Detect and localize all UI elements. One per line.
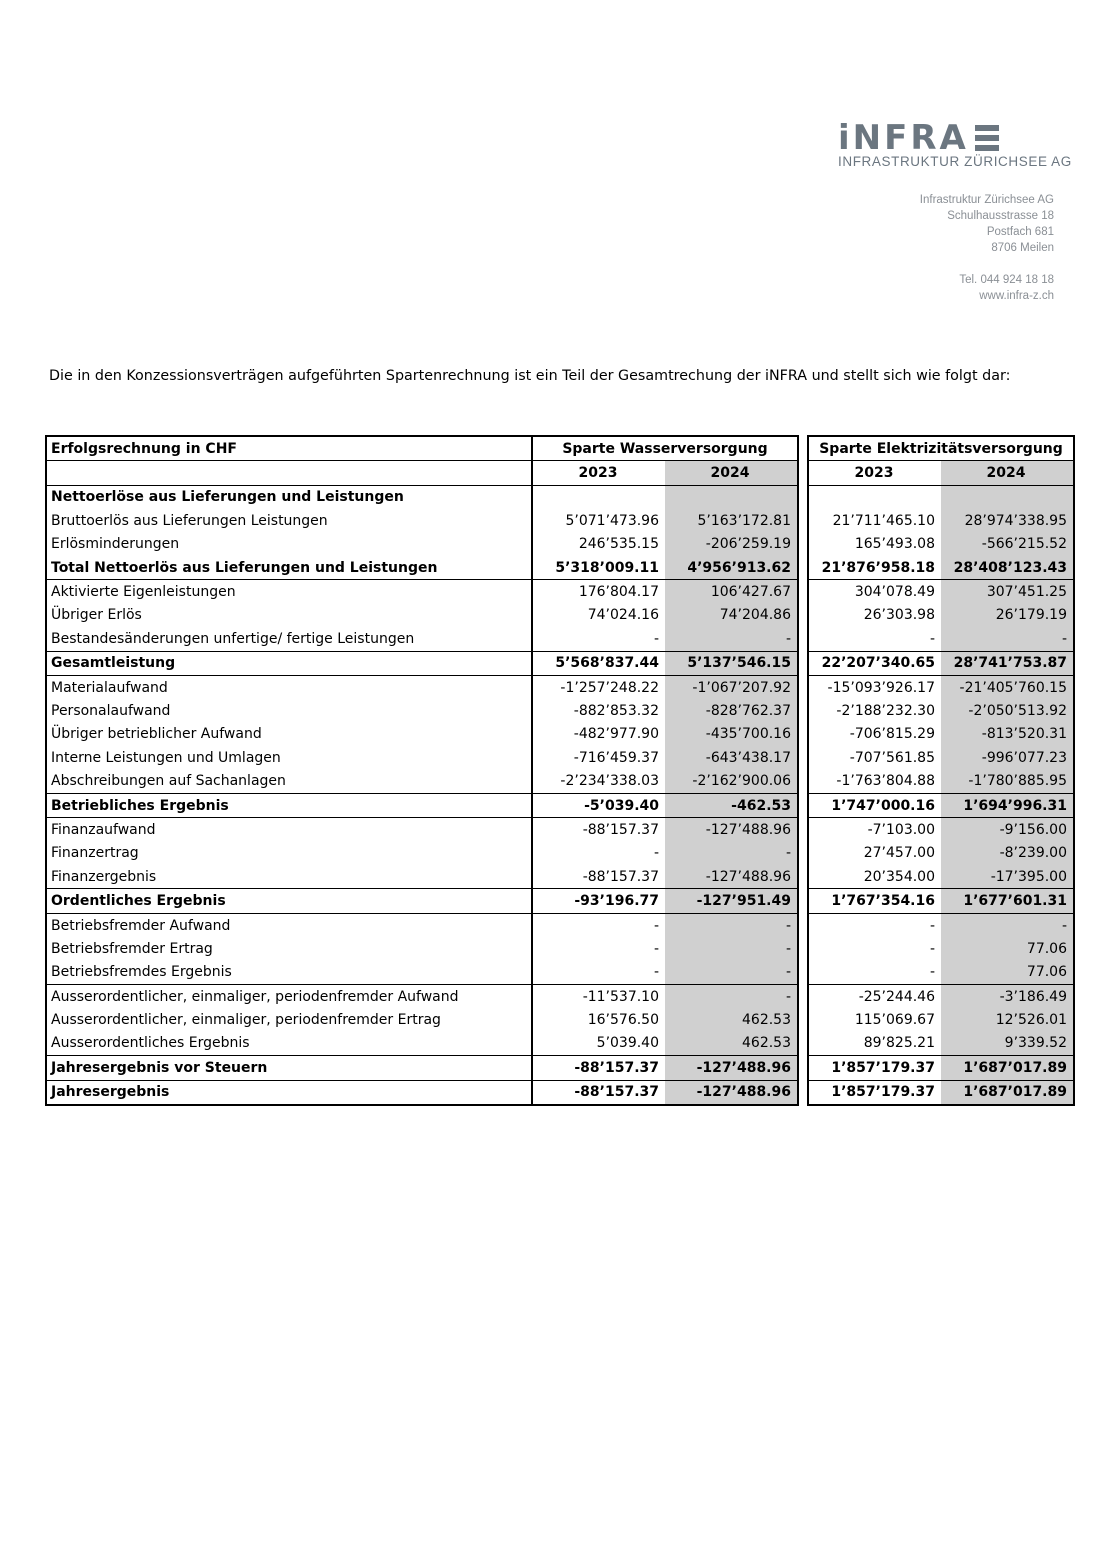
water-2023-value: - — [532, 913, 665, 937]
table-row — [46, 651, 1074, 675]
water-2024-value — [665, 485, 798, 509]
electric-2024-value — [941, 485, 1074, 509]
electric-2023-value: - — [808, 627, 941, 651]
row-label: Betriebsfremder Ertrag — [46, 937, 532, 960]
company-address — [920, 192, 1054, 304]
address-line: Infrastruktur Zürichsee AG — [919, 194, 1054, 206]
electric-2024-value: -2’050’513.92 — [941, 699, 1074, 722]
row-label: Jahresergebnis vor Steuern — [46, 1056, 532, 1080]
electric-2023-value: 304’078.49 — [808, 580, 941, 604]
logo-subtitle: INFRASTRUKTUR ZÜRICHSEE AG — [838, 154, 1072, 169]
year-header: 2024 — [665, 461, 798, 485]
electric-2024-value: 9’339.52 — [941, 1032, 1074, 1056]
table-row — [46, 865, 1074, 889]
water-2023-value: 5’071’473.96 — [565, 512, 659, 529]
table-row — [46, 556, 1074, 580]
table-row — [46, 1032, 1074, 1056]
row-label: Finanzergebnis — [46, 865, 532, 889]
water-2024-value: -127’488.96 — [665, 818, 798, 842]
electric-2023-value: 1’857’179.37 — [808, 1080, 941, 1105]
electric-2024-value: -566’215.52 — [941, 533, 1074, 556]
electric-2024-value: -1’780’885.95 — [941, 769, 1074, 793]
logo-wordmark: iNFRA — [838, 118, 969, 158]
electric-2024-value: -813’520.31 — [941, 723, 1074, 746]
table-row — [46, 961, 1074, 985]
row-label: Materialaufwand — [46, 675, 532, 699]
water-2024-value: 5’163’172.81 — [665, 509, 798, 532]
electric-2023-value: -2’188’232.30 — [808, 699, 941, 722]
table-row — [46, 1008, 1074, 1031]
row-label: Jahresergebnis — [46, 1080, 532, 1105]
electric-2023-value: - — [808, 913, 941, 937]
electric-2023-value: -1’763’804.88 — [808, 769, 941, 793]
electric-2024-value: 1’687’017.89 — [941, 1080, 1074, 1105]
water-2023-value: 5’039.40 — [596, 1035, 659, 1052]
table-row — [46, 509, 1074, 532]
water-2024-value: 5’137’546.15 — [665, 651, 798, 675]
electric-2024-value: - — [941, 913, 1074, 937]
table-row — [46, 913, 1074, 937]
table-row — [46, 1080, 1074, 1105]
electric-2024-value: -8’239.00 — [941, 842, 1074, 865]
water-2024-value: - — [665, 937, 798, 960]
water-2024-value: -127’488.96 — [665, 1056, 798, 1080]
row-label: Abschreibungen auf Sachanlagen — [46, 769, 532, 793]
electric-2023-value: 1’747’000.16 — [808, 793, 941, 817]
electric-2023-value: -706’815.29 — [808, 723, 941, 746]
water-2023-value: -88’157.37 — [532, 1056, 665, 1080]
electric-2023-value: - — [808, 961, 941, 985]
water-2023-value: 5’568’837.44 — [532, 651, 665, 675]
table-row — [46, 604, 1074, 627]
water-2023-value: 5’318’009.11 — [555, 559, 659, 576]
water-2024-value: -127’951.49 — [665, 889, 798, 913]
table-row — [46, 699, 1074, 722]
address-line: 8706 Meilen — [991, 242, 1054, 254]
table-row — [46, 627, 1074, 651]
phone-number: Tel. 044 924 18 18 — [959, 274, 1054, 286]
electric-2024-value: 12’526.01 — [941, 1008, 1074, 1031]
water-2023-value: 246’535.15 — [578, 536, 659, 553]
table-row — [46, 984, 1074, 1008]
electric-2024-value: 28’974’338.95 — [941, 509, 1074, 532]
table-row — [46, 889, 1074, 913]
row-label: Bruttoerlös aus Lieferungen Leistungen — [46, 509, 532, 532]
row-label: Übriger Erlös — [46, 604, 532, 627]
row-label: Betriebsfremdes Ergebnis — [46, 961, 532, 985]
water-2024-value: -462.53 — [665, 793, 798, 817]
electric-2023-value: 165’493.08 — [808, 533, 941, 556]
electric-2024-value: -996’077.23 — [941, 746, 1074, 769]
water-2023-value: -11’537.10 — [532, 984, 665, 1008]
electric-2023-value: 20’354.00 — [808, 865, 941, 889]
table-row — [46, 769, 1074, 793]
row-label: Aktivierte Eigenleistungen — [46, 580, 532, 604]
year-header: 2024 — [941, 461, 1074, 485]
electric-2024-value: 28’741’753.87 — [941, 651, 1074, 675]
electric-2023-value: 21’711’465.10 — [808, 509, 941, 532]
electric-2023-value: 26’303.98 — [808, 604, 941, 627]
water-2024-value: -435’700.16 — [665, 723, 798, 746]
water-2024-value: -643’438.17 — [665, 746, 798, 769]
water-2024-value: -1’067’207.92 — [665, 675, 798, 699]
electric-2023-value: -7’103.00 — [808, 818, 941, 842]
row-label: Übriger betrieblicher Aufwand — [46, 723, 532, 746]
row-label: Ausserordentlicher, einmaliger, periodenfremder Ertrag — [46, 1008, 532, 1031]
electric-2023-value: 21’876’958.18 — [808, 556, 941, 580]
electric-2024-value: 1’687’017.89 — [941, 1056, 1074, 1080]
table-row — [46, 675, 1074, 699]
table-row — [46, 533, 1074, 556]
water-2024-value: 462.53 — [665, 1008, 798, 1031]
water-2023-value: -88’157.37 — [532, 1080, 665, 1105]
electric-2023-value: -25’244.46 — [808, 984, 941, 1008]
water-2024-value: -828’762.37 — [665, 699, 798, 722]
water-2024-value: - — [665, 842, 798, 865]
table-header-row — [46, 436, 1074, 461]
electric-2024-value: 1’677’601.31 — [941, 889, 1074, 913]
year-header: 2023 — [532, 461, 665, 485]
electric-2023-value: 89’825.21 — [808, 1032, 941, 1056]
table-row — [46, 485, 1074, 509]
water-2024-value: - — [665, 627, 798, 651]
electric-2024-value: -17’395.00 — [941, 865, 1074, 889]
water-2024-value: 462.53 — [665, 1032, 798, 1056]
website: www.infra-z.ch — [979, 290, 1054, 302]
electric-2023-value: - — [808, 937, 941, 960]
row-label: Nettoerlöse aus Lieferungen und Leistungen — [46, 485, 532, 509]
water-2024-value: - — [665, 913, 798, 937]
electric-2023-value: 27’457.00 — [808, 842, 941, 865]
address-line: Schulhausstrasse 18 — [947, 210, 1054, 222]
electric-2023-value: 22’207’340.65 — [808, 651, 941, 675]
electric-2023-value — [808, 485, 941, 509]
table-row — [46, 580, 1074, 604]
water-2024-value: - — [665, 984, 798, 1008]
water-2023-value: 74’024.16 — [587, 607, 659, 624]
table-title: Erfolgsrechnung in CHF — [46, 436, 532, 461]
intro-text: Die in den Konzessionsverträgen aufgeführten Spartenrechnung ist ein Teil der Gesamtrechung der iNFRA und stellt sich wie folgt dar: — [49, 368, 1011, 384]
row-label: Erlösminderungen — [46, 533, 532, 556]
table-row — [46, 818, 1074, 842]
row-label: Bestandesänderungen unfertige/ fertige Leistungen — [46, 627, 532, 651]
electric-2024-value: -21’405’760.15 — [941, 675, 1074, 699]
water-2023-value: 176’804.17 — [532, 580, 665, 604]
water-2023-value: -1’257’248.22 — [532, 675, 665, 699]
electric-2024-value: -3’186.49 — [941, 984, 1074, 1008]
water-2023-value: -93’196.77 — [532, 889, 665, 913]
row-label: Personalaufwand — [46, 699, 532, 722]
water-2023-value: -882’853.32 — [573, 702, 659, 719]
company-logo — [838, 118, 1072, 169]
water-2023-value: -716’459.37 — [573, 749, 659, 766]
row-label: Betriebsfremder Aufwand — [46, 913, 532, 937]
water-2023-value: -88’157.37 — [582, 868, 659, 885]
water-2024-value: 74’204.86 — [665, 604, 798, 627]
water-2024-value: 4’956’913.62 — [665, 556, 798, 580]
electric-2024-value: -9’156.00 — [941, 818, 1074, 842]
water-2023-value: - — [653, 630, 659, 647]
row-label: Finanzertrag — [46, 842, 532, 865]
table-row — [46, 842, 1074, 865]
electric-2024-value: 77.06 — [941, 961, 1074, 985]
year-header: 2023 — [808, 461, 941, 485]
water-2023-value: -2’234’338.03 — [560, 773, 659, 790]
electric-2023-value: -15’093’926.17 — [808, 675, 941, 699]
table-row — [46, 723, 1074, 746]
row-label: Ausserordentliches Ergebnis — [46, 1032, 532, 1056]
table-row — [46, 793, 1074, 817]
table-row — [46, 1056, 1074, 1080]
group-header-electric: Sparte Elektrizitätsversorgung — [808, 436, 1074, 461]
water-2024-value: -2’162’900.06 — [665, 769, 798, 793]
water-2024-value: -206’259.19 — [665, 533, 798, 556]
table-row — [46, 746, 1074, 769]
row-label: Betriebliches Ergebnis — [46, 793, 532, 817]
water-2023-value: -482’977.90 — [573, 726, 659, 743]
electric-2024-value: 1’694’996.31 — [941, 793, 1074, 817]
electric-2024-value: - — [941, 627, 1074, 651]
income-statement-table — [45, 435, 1075, 1106]
water-2024-value: 106’427.67 — [665, 580, 798, 604]
row-label: Total Nettoerlös aus Lieferungen und Leistungen — [46, 556, 532, 580]
row-label: Gesamtleistung — [46, 651, 532, 675]
electric-2023-value: -707’561.85 — [808, 746, 941, 769]
electric-2024-value: 77.06 — [941, 937, 1074, 960]
water-2023-value: -5’039.40 — [532, 793, 665, 817]
row-label: Ordentliches Ergebnis — [46, 889, 532, 913]
water-2024-value: -127’488.96 — [665, 865, 798, 889]
water-2024-value: -127’488.96 — [665, 1080, 798, 1105]
electric-2024-value: 307’451.25 — [941, 580, 1074, 604]
table-row — [46, 937, 1074, 960]
water-2023-value: -88’157.37 — [532, 818, 665, 842]
group-header-water: Sparte Wasserversorgung — [532, 436, 798, 461]
water-2024-value: - — [665, 961, 798, 985]
water-2023-value: - — [653, 964, 659, 981]
water-2023-value: 16’576.50 — [587, 1012, 659, 1029]
row-label: Interne Leistungen und Umlagen — [46, 746, 532, 769]
year-header-row — [46, 461, 1074, 485]
electric-2024-value: 26’179.19 — [941, 604, 1074, 627]
electric-2023-value: 115’069.67 — [808, 1008, 941, 1031]
logo-z-icon — [975, 125, 999, 151]
electric-2023-value: 1’767’354.16 — [808, 889, 941, 913]
row-label: Finanzaufwand — [46, 818, 532, 842]
address-line: Postfach 681 — [986, 226, 1054, 238]
electric-2024-value: 28’408’123.43 — [941, 556, 1074, 580]
water-2023-value: - — [653, 940, 659, 957]
water-2023-value: - — [653, 845, 659, 862]
electric-2023-value: 1’857’179.37 — [808, 1056, 941, 1080]
row-label: Ausserordentlicher, einmaliger, periodenfremder Aufwand — [46, 984, 532, 1008]
water-2023-value — [532, 485, 665, 509]
